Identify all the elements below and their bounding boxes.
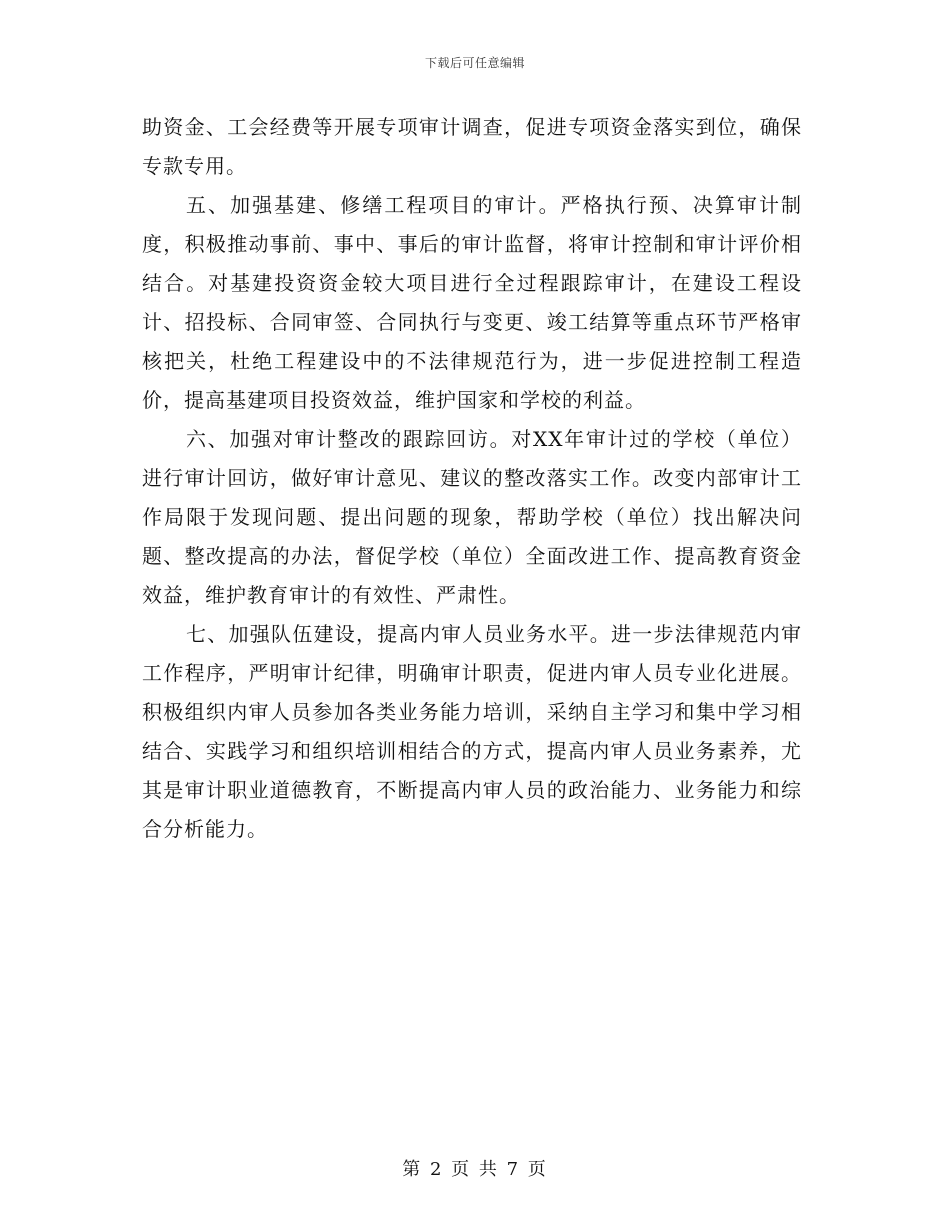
paragraph-item-5: 五、加强基建、修缮工程项目的审计。严格执行预、决算审计制度，积极推动事前、事中、事后的审计监督，将审计控制和审计评价相结合。对基建投资资金较大项目进行全过程跟踪审计，在建设工程设计、招投标、合同审签、合同执行与变更、竣工结算等重点环节严格审核把关，杜绝工程建设中的不法律规范行为，进一步促进控制工程造价，提高基建项目投资效益，维护国家和学校的利益。 — [142, 193, 802, 412]
page-number-footer: 第 2 页 共 7 页 — [402, 1159, 548, 1180]
paragraph-item-7: 七、加强队伍建设，提高内审人员业务水平。进一步法律规范内审工作程序，严明审计纪律，明确审计职责，促进内审人员专业化进展。积极组织内审人员参加各类业务能力培训，采纳自主学习和集中学习相结合、实践学习和组织培训相结合的方式，提高内审人员业务素养，尤其是审计职业道德教育，不断提高内审人员的政治能力、业务能力和综合分析能力。 — [142, 622, 802, 841]
page-header: 下载后可任意编辑 — [424, 56, 525, 70]
paragraph-continuation: 助资金、工会经费等开展专项审计调查，促进专项资金落实到位，确保专款专用。 — [142, 115, 802, 178]
paragraph-item-6: 六、加强对审计整改的跟踪回访。对XX年审计过的学校（单位）进行审计回访，做好审计意见、建议的整改落实工作。改变内部审计工作局限于发现问题、提出问题的现象，帮助学校（单位）找出解决问题、整改提高的办法，督促学校（单位）全面改进工作、提高教育资金效益，维护教育审计的有效性、严肃性。 — [142, 427, 802, 607]
body-content — [142, 108, 802, 849]
